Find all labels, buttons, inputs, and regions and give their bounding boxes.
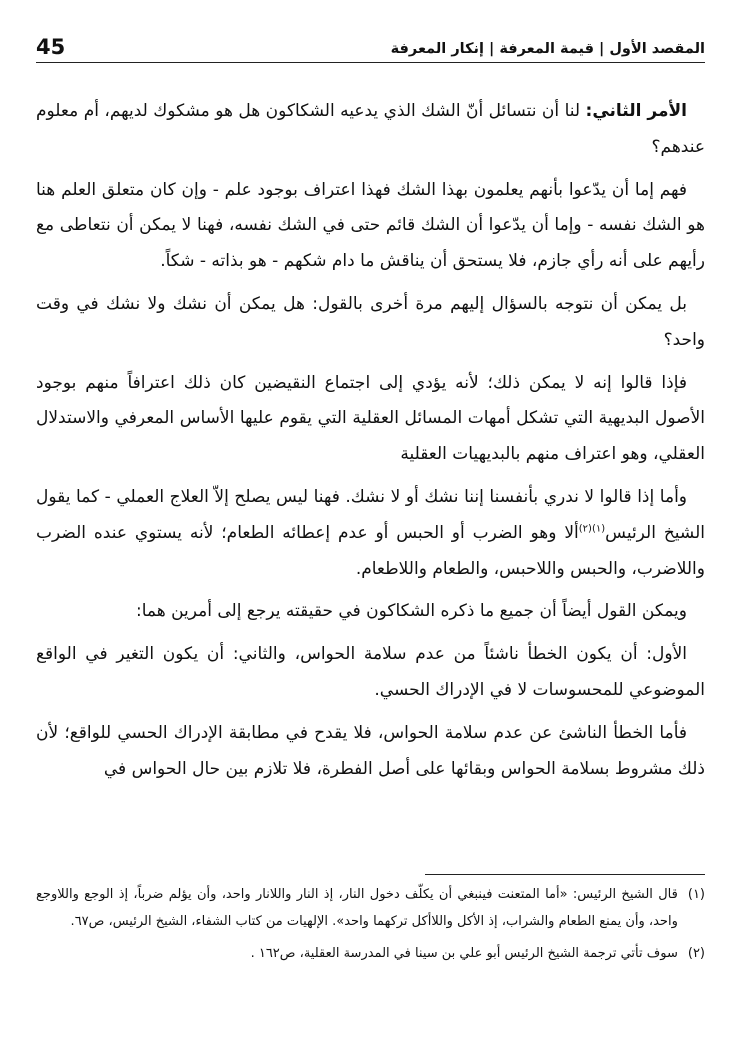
footnotes (36, 882, 705, 974)
page-number: 45 (36, 35, 66, 59)
footnote-number: (١) (687, 887, 705, 902)
footnote-divider (425, 874, 705, 875)
paragraph-text: لنا أن نتسائل أنّ الشك الذي يدعيه الشكاكون هل هو مشكوك لديهم، أم معلوم عندهم؟ (36, 101, 705, 157)
paragraph: بل يمكن أن نتوجه بالسؤال إليهم مرة أخرى بالقول: هل يمكن أن نشك ولا نشك في وقت واحد؟ (36, 293, 705, 350)
body-text (36, 94, 705, 794)
paragraph: الأول: أن يكون الخطأ ناشئاً من عدم سلامة الحواس، والثاني: أن يكون التغير في الواقع الموضوعي للمحسوسات لا في الإدراك الحسي. (36, 644, 705, 700)
footnote-text: قال الشيخ الرئيس: «أما المتعنت فينبغي أن يكلّف دخول النار، إذ النار واللانار واحد، وأن يؤلم ضرباً، إذ الوجع واللاوجع واحد، وأن يمنع الطعام والشراب، إذ الأكل واللاأكل تركهما واحد». الإلهيات من كتاب الشفاء، الشيخ الرئيس، ص٦٧. (36, 887, 678, 929)
paragraph: فهم إما أن يدّعوا بأنهم يعلمون بهذا الشك فهذا اعتراف بوجود علم - وإن كان متعلق العلم هنا هو الشك نفسه - وإما أن يدّعوا أن الشك قائم حتى في الشك نفسه، فهنا لا يمكن أن نتعاطى مع رأيهم على أنه رأي جازم، فلا يستحق أن يناقش ما دام شكهم - هو بذاته - شكاً. (36, 179, 705, 272)
paragraph (36, 94, 705, 166)
footnote-number: (٢) (687, 946, 705, 961)
paragraph-text: وأما إذا قالوا لا ندري بأنفسنا إننا نشك أو لا نشك. فهنا ليس يصلح إلاّ العلاج العملي - كما يقول الشيخ الرئيس (36, 486, 705, 543)
footnote-reference[interactable]: (١)(٢) (578, 523, 606, 535)
footnote (36, 882, 705, 935)
paragraph-lead: الأمر الثاني: (585, 101, 687, 121)
paragraph (36, 480, 705, 587)
paragraph: فإذا قالوا إنه لا يمكن ذلك؛ لأنه يؤدي إلى اجتماع النقيضين كان ذلك اعترافاً منهم بوجود الأصول البديهية التي تشكل أمهات المسائل العقلية التي يقوم عليها الأساس المعرفي والاستدلال العقلي، وهو اعتراف منهم بالبديهيات العقلية (36, 372, 705, 465)
running-title: المقصد الأول | قيمة المعرفة | إنكار المعرفة (390, 41, 705, 57)
footnote-text: سوف تأتي ترجمة الشيخ الرئيس أبو علي بن سينا في المدرسة العقلية، ص١٦٢ . (250, 946, 678, 961)
paragraph: فأما الخطأ الناشئ عن عدم سلامة الحواس، فلا يقدح في مطابقة الإدراك الحسي للواقع؛ لأن ذلك مشروط بسلامة الحواس وبقائها على أصل الفطرة، فلا تلازم بين حال الحواس في (36, 722, 705, 779)
footnote (36, 941, 705, 968)
page-header (36, 28, 705, 63)
paragraph-text: ألا وهو الضرب أو الحبس أو عدم إعطائه الطعام؛ لأنه يستوي عنده الضرب واللاضرب، والحبس واللاحبس، والطعام واللاطعام. (36, 522, 705, 579)
paragraph: ويمكن القول أيضاً أن جميع ما ذكره الشكاكون في حقيقته يرجع إلى أمرين هما: (135, 601, 687, 622)
